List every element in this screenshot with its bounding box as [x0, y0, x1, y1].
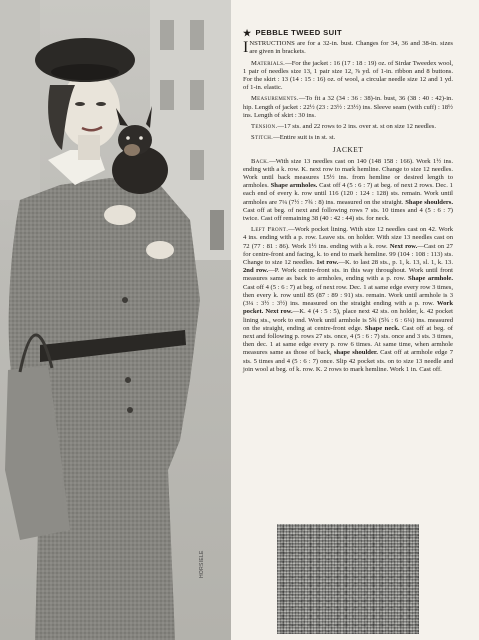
left-front-text-4: —P. Work centre-front sts. in this way throughout. Work until front measures same as back to armholes, ending with a p. row. — [243, 267, 453, 283]
left-front-bold-2: 1st row. — [316, 259, 339, 267]
knitted-tweed-swatch — [277, 524, 419, 634]
drop-cap: I — [243, 39, 249, 57]
left-front-bold-7: shape shoulder. — [333, 349, 378, 357]
materials-lead: Materials. — [251, 59, 286, 67]
star-icon: ★ — [243, 28, 252, 39]
pattern-instructions — [243, 29, 453, 377]
back-bold-shoulders: Shape shoulders. — [405, 198, 454, 206]
materials-text: —For the jacket : 16 (17 : 18 : 19) oz. of Sirdar Tweedex wool, 1 pair of needles size 13, 1 pair size 12, ⅞ yd. of 1-in. ribbon and 8 buttons. For the skirt : 13 (14 : 15 : 16) oz. of wool, a circular needle size 12 and 1 yd. of 1-in. elastic. — [243, 59, 453, 92]
intro-paragraph — [243, 40, 453, 56]
left-front-bold-1: Next row. — [389, 242, 418, 250]
fashion-photo — [0, 0, 231, 640]
back-lead: Back. — [251, 157, 270, 165]
woman-with-dog-illustration — [0, 0, 231, 640]
tension-text: —17 sts. and 22 rows to 2 ins. over st. st on size 12 needles. — [277, 123, 437, 131]
section-heading-jacket: JACKET — [332, 145, 364, 155]
left-front-bold-4: Shape armhole. — [408, 275, 453, 283]
left-front-bold-6: Shape neck. — [364, 324, 400, 332]
measurements-text: —To fit a 32 (34 : 36 : 38)-in. bust, 36 (38 : 40 : 42)-in. hip. Length of jacket : 22½ (23 : 23½ : 23½) ins. Sleeve seam (with cuff) : 18½ ins. Length of skirt : 30 ins. — [243, 95, 453, 119]
left-front-lead: Left Front. — [251, 226, 289, 234]
left-front-bold-3: 2nd row. — [243, 267, 269, 275]
left-front-paragraph — [243, 226, 453, 374]
tension-paragraph — [243, 123, 453, 131]
pattern-title-text: PEBBLE TWEED SUIT — [255, 28, 343, 37]
materials-paragraph — [243, 60, 453, 93]
measurements-paragraph — [243, 95, 453, 120]
left-front-text-9: K. 2 rows to mark hemline. Work 1 in. Cast off. — [315, 365, 442, 373]
intro-text: NSTRUCTIONS are for a 32-in. bust. Changes for 34, 36 and 38-in. sizes are given in brackets. — [249, 40, 453, 56]
measurements-lead: Measurements. — [251, 95, 299, 103]
back-text-1: —With size 13 needles cast on 140 (148 158 : 166). Work 1½ ins. ending with a k. row. K. next row to mark hemline. Change to size 12 needles. Work until back measures 15½ ins. from hemline or desired length to armholes. — [243, 157, 453, 190]
pattern-title — [243, 29, 453, 37]
left-front-text-5: Cast off 4 (5 : 6 : 7) at beg. of next row. Dec. 1 at same edge every row 3 times, then every k. row until 85 (87 : 89 : 91) sts. remain. Work until armhole is 3 (3¼ : 3½ : 3½) ins. measured on the straight ending with a p. row. — [243, 283, 453, 308]
back-bold-armholes: Shape armholes. — [270, 182, 318, 190]
left-front-text-7: Cast off at beg. of next and following p. rows 27 sts. once, 4 (5 : 6 : 7) sts. once and 3 sts. 3 times, then dec. 1 at same edge every p. row 6 times. At same time, when armhole measures same as those of back, — [243, 324, 454, 357]
stitch-text: —Entire suit is in st. st. — [273, 134, 336, 142]
tension-lead: Tension. — [251, 123, 278, 131]
photo-credit: HORSIELE — [199, 550, 205, 578]
left-front-text-3: —K. to last 28 sts., p. 1, k. 13, sl. 1, k. 13. — [338, 259, 453, 267]
left-front-text-1: —Work pocket lining. With size 12 needles cast on 42. Work 4 ins. ending with a p. row. Leave sts. on holder. With size 13 needles cast on 72 (77 : 81 : 86). Work 1½ ins. ending with a k. row. — [243, 226, 453, 250]
left-front-text-2: —Cast on 27 for centre-front and facing, k. to end to mark hemline. 99 (104 : 108 : 113) sts. Change to size 12 needles. — [243, 242, 453, 267]
stitch-lead: Stitch. — [251, 134, 274, 142]
back-text-3: Cast off at beg. of next and following rows 7 sts. 10 times and 4 (5 : 6 : 7) twice. Cast off remaining 38 (40 : 42 : 44) sts. for neck. — [243, 206, 453, 223]
left-front-bold-5: Work pocket. Next row. — [243, 300, 453, 316]
back-paragraph — [243, 158, 453, 224]
left-front-text-6: —K. 4 (4 : 5 : 5), place next 42 sts. on holder, k. 42 pocket lining sts., work to end. Work until armhole is 5¾ (5¾ : 6 : 6¼) ins. measured on the straight, ending at centre-front edge. — [243, 308, 453, 332]
left-front-text-8: Cast off at armhole edge 7 sts. 5 times and 4 (5 : 6 : 7) once. Slip 42 pocket sts. on to size 13 needle and join wool at beg. of k. row. — [243, 349, 454, 373]
back-text-2: Cast off 4 (5 : 6 : 7) at beg. of next 2 rows. Dec. 1 each end of every k. row until 116 (120 : 124 : 128) sts. remain. Work until armholes are 7¼ (7½ : 7¾ : 8) ins. measured on the straight. — [243, 182, 453, 206]
stitch-paragraph — [243, 134, 453, 142]
